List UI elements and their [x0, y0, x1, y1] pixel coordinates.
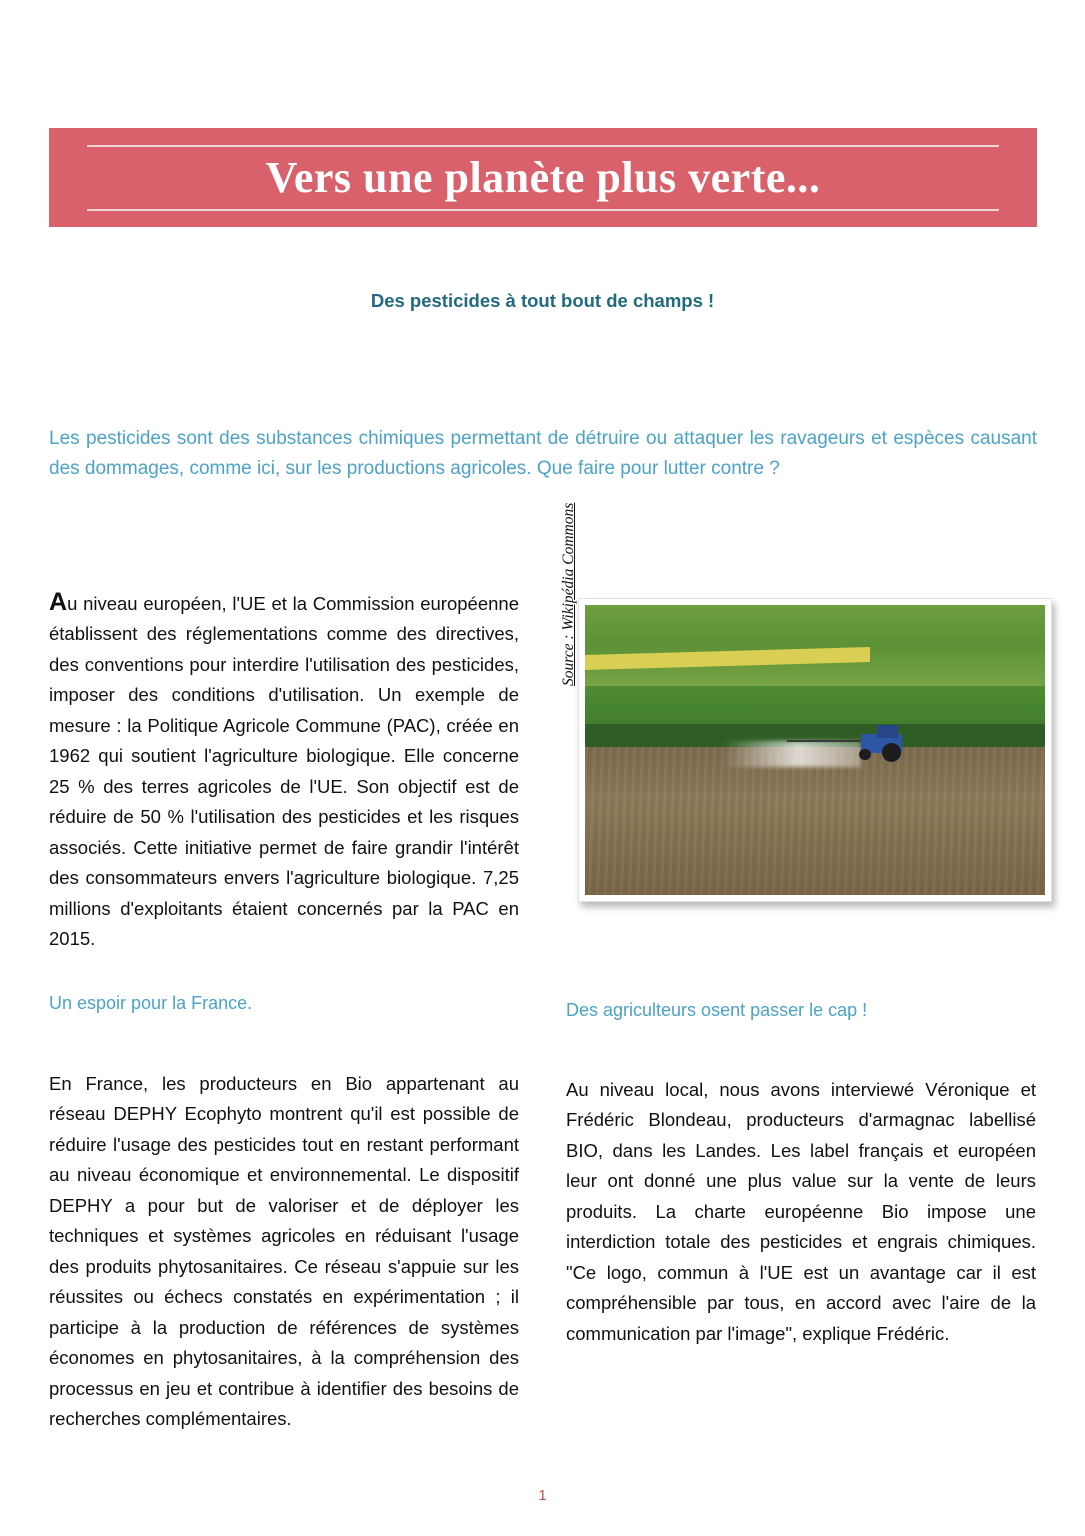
lead-paragraph-text: u niveau européen, l'UE et la Commission européenne établissent des réglementations comme des directives, des conventions pour interdire l'utilisation des pesticides, imposer des conditions d'utilisation. Un exemple de mesure : la Politique Agricole Commune (PAC), créée en 1962 qui soutient l'agriculture biologique. Elle concerne 25 % des terres agricoles de l'UE. Son objectif est de réduire de 50 % l'utilisation des pesticides et les risques associés. Cette initiative permet de faire grandir l'intérêt des consommateurs envers l'agriculture biologique. 7,25 millions d'exploitants étaient concernés par la PAC en 2015.: [49, 592, 519, 949]
masthead-title: Vers une planète plus verte...: [265, 153, 821, 202]
section-right-subhead: Des agriculteurs osent passer le cap !: [566, 1000, 868, 1020]
section-right-body: Au niveau local, nous avons interviewé Véronique et Frédéric Blondeau, producteurs d'armagnac labellisé BIO, dans les Landes. Les label français et européen leur ont donné une plus value sur la vente de leurs produits. La charte européenne Bio impose une interdiction totale des pesticides et engrais chimiques. "Ce logo, commun à l'UE est un avantage car il est compréhensible par tous, en accord avec l'aire de la communication par l'image", explique Frédéric.: [566, 1078, 1036, 1344]
photo-tractor-cab: [877, 725, 898, 738]
photo-tractor-spraying: [585, 605, 1045, 895]
photo-pesticide-spray: [723, 741, 861, 767]
figure-tractor: [560, 502, 1052, 912]
photo-tractor-rear-wheel: [882, 743, 901, 762]
lead-paragraph: [49, 589, 519, 955]
section-left-body: En France, les producteurs en Bio appartenant au réseau DEPHY Ecophyto montrent qu'il est possible de réduire l'usage des pesticides tout en restant performant au niveau économique et environnemental. Le dispositif DEPHY a pour but de valoriser et de déployer les techniques et systèmes agricoles en réduisant l'usage des produits phytosanitaires. Ce réseau s'appuie sur les réussites ou échecs constatés en expérimentation ; il participe à la production de références de systèmes économes en phytosanitaires, à la compréhension des processus en jeu et contribue à identifier des besoins de recherches complémentaires.: [49, 1072, 519, 1429]
column-left-lead: [49, 570, 519, 973]
masthead-banner: [49, 128, 1037, 227]
masthead-rule-box: [87, 145, 999, 211]
figure-frame: [578, 598, 1052, 902]
section-right-subhead-wrap: [566, 1000, 1036, 1021]
photo-tractor-front-wheel: [859, 749, 871, 761]
photo-ploughed-soil: [585, 747, 1045, 895]
column-left-body: [49, 1050, 519, 1453]
section-left-subhead-wrap: [49, 993, 519, 1014]
article-headline: Des pesticides à tout bout de champs !: [370, 290, 715, 311]
drop-cap: A: [49, 587, 68, 616]
article-standfirst: Les pesticides sont des substances chimiques permettant de détruire ou attaquer les ravageurs et espèces causant des dommages, comme ici, sur les productions agricoles. Que faire pour lutter contre ?: [49, 428, 1037, 479]
page-number: 1: [538, 1487, 547, 1504]
section-left-subhead: Un espoir pour la France.: [49, 993, 253, 1013]
photo-sprayer-boom: [787, 740, 870, 742]
column-right-body: [566, 1056, 1036, 1368]
figure-source-caption: Source : Wikipédia Commons: [560, 502, 577, 686]
